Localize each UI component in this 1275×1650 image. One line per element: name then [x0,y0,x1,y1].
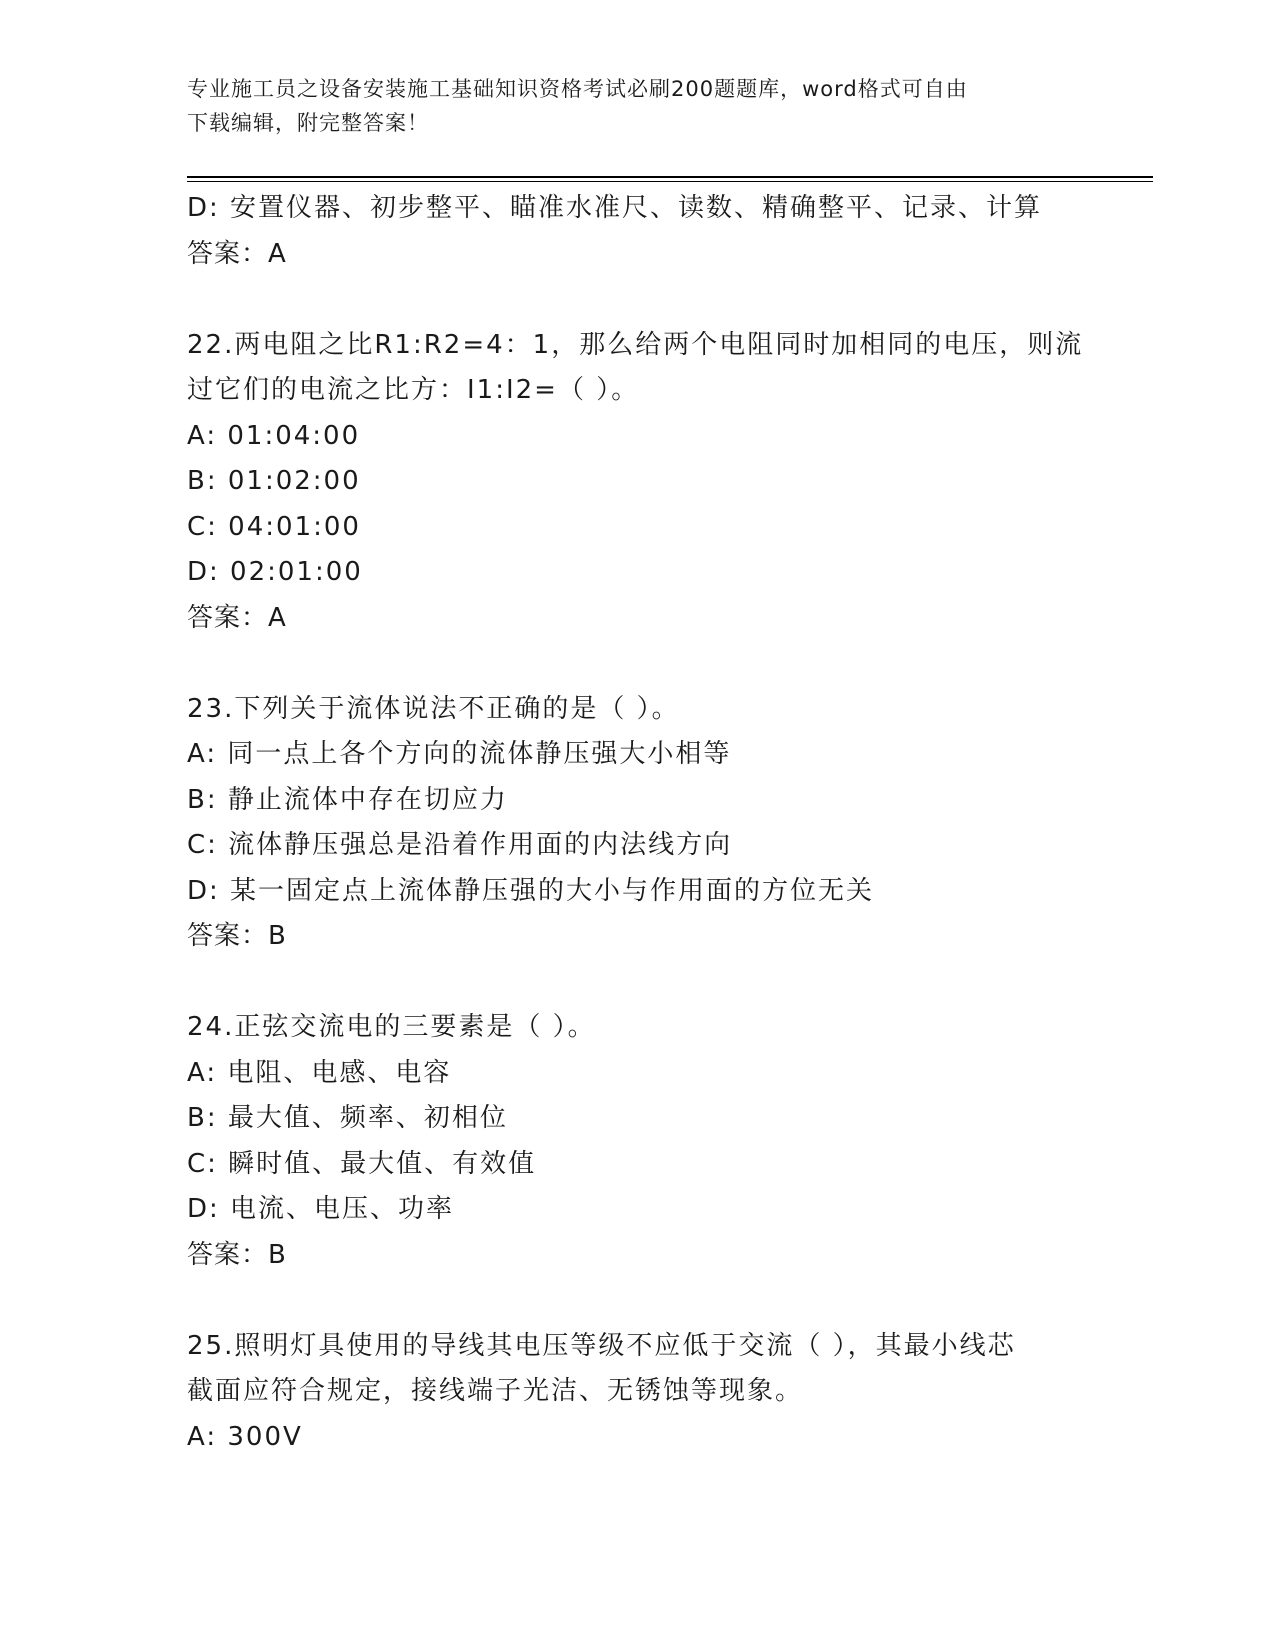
question-24 [187,1005,1147,1278]
question-stem-line: 22.两电阻之比R1:R2=4：1，那么给两个电阻同时加相同的电压，则流 [187,329,1084,360]
document-header [187,72,1087,140]
answer: 答案：B [187,1239,287,1270]
header-line-1: 专业施工员之设备安装施工基础知识资格考试必刷200题题库，word格式可自由 [187,77,968,101]
option-c: C: 瞬时值、最大值、有效值 [187,1148,537,1179]
option-a: A: 电阻、电感、电容 [187,1057,452,1088]
spacer [187,277,1147,323]
prev-question-option-d: D: 安置仪器、初步整平、瞄准水准尺、读数、精确整平、记录、计算 [187,193,1043,223]
question-25 [187,1324,1147,1461]
question-stem-line: 过它们的电流之比方：I1:I2=（ ）。 [187,375,640,405]
option-c: C: 流体静压强总是沿着作用面的内法线方向 [187,830,733,860]
option-c: C: 04:01:00 [187,511,361,542]
spacer [187,1278,1147,1324]
option-a: A: 300V [187,1421,303,1452]
spacer [187,641,1147,687]
spacer [187,960,1147,1006]
option-b: B: 静止流体中存在切应力 [187,784,508,815]
question-stem-line: 25.照明灯具使用的导线其电压等级不应低于交流（ ），其最小线芯 [187,1330,1016,1361]
prev-question-answer: 答案：A [187,238,287,269]
option-a: A: 01:04:00 [187,420,361,451]
option-d: D: 电流、电压、功率 [187,1194,455,1224]
answer: 答案：A [187,602,287,633]
header-line-2: 下载编辑，附完整答案！ [187,111,429,135]
question-stem-line: 截面应符合规定，接线端子光洁、无锈蚀等现象。 [187,1376,804,1406]
option-d: D: 02:01:00 [187,557,363,587]
option-a: A: 同一点上各个方向的流体静压强大小相等 [187,739,732,769]
answer: 答案：B [187,921,287,951]
question-22 [187,323,1147,642]
header-divider-thick [187,176,1153,178]
question-23 [187,687,1147,960]
question-stem-line: 24.正弦交流电的三要素是（ ）。 [187,1012,596,1042]
question-stem-line: 23.下列关于流体说法不正确的是（ ）。 [187,693,680,724]
option-b: B: 最大值、频率、初相位 [187,1103,508,1133]
header-divider-thin [187,181,1153,182]
option-d: D: 某一固定点上流体静压强的大小与作用面的方位无关 [187,875,875,906]
question-list [187,186,1147,1460]
option-b: B: 01:02:00 [187,466,361,496]
